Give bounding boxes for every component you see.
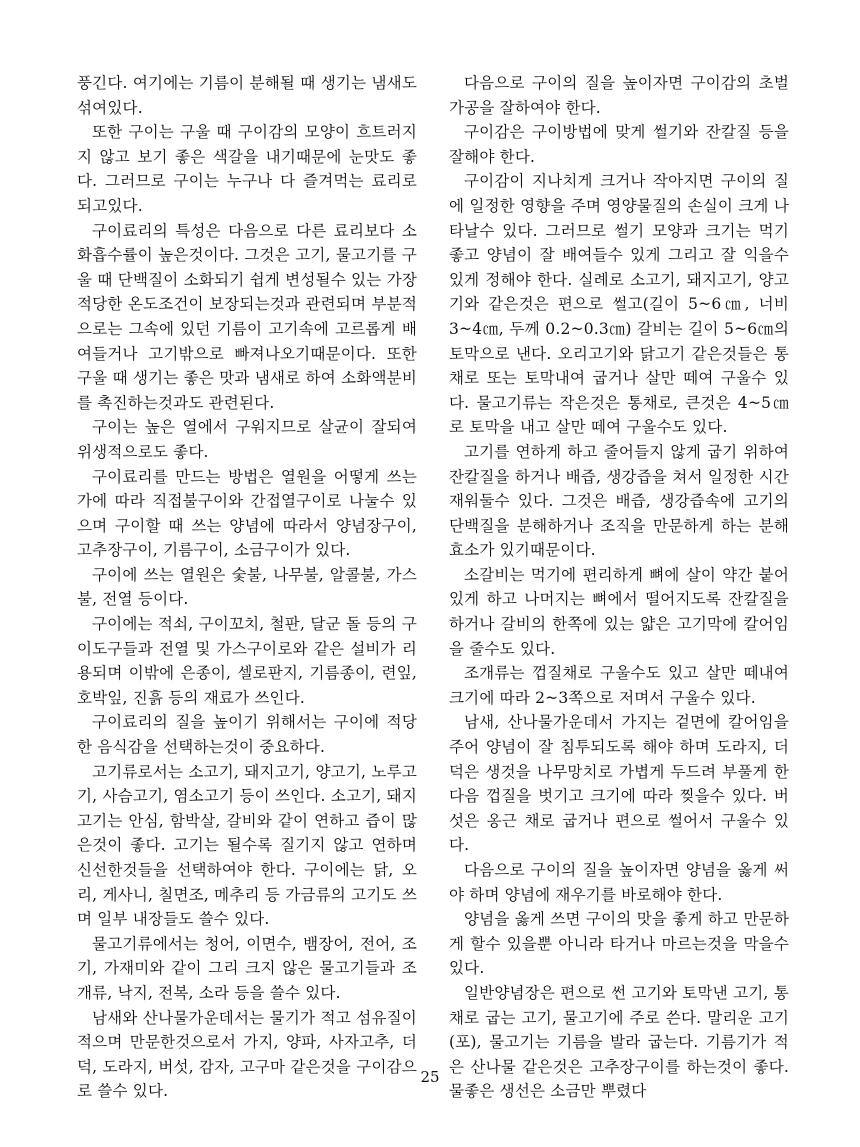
paragraph: 고기류로서는 소고기, 돼지고기, 양고기, 노루고기, 사슴고기, 염소고기 등이 쓰인다. 소고기, 돼지고기는 안심, 함박살, 갈비와 같이 연하고 즙이 많은것이 좋다. 고기는 될수록 질기지 않고 연하며 신선한것들을 선택하여야 한다. 구이에는 닭, 오리, 게사니, 칠면조, 메추리 등 가금류의 고기도 쓰며 일부 내장들도 쓸수 있다. (77, 762, 417, 929)
paragraph: 다음으로 구이의 질을 높이자면 양념을 옳게 써야 하며 양념에 재우기를 바로해야 한다. (449, 861, 789, 904)
paragraph: 구이에 쓰는 열원은 숯불, 나무불, 알콜불, 가스불, 전열 등이다. (77, 565, 417, 609)
paragraph: 고기를 연하게 하고 줄어들지 않게 굽기 위하여 잔칼질을 하거나 배즙, 생강즙을 쳐서 일정한 시간 재워둘수 있다. 그것은 배즙, 생강즙속에 고기의 단백질을 분해하거나 조직을 만문하게 하는 분해효소가 있기때문이다. (449, 442, 789, 560)
paragraph: 구이감이 지나치게 크거나 작아지면 구이의 질에 일정한 영향을 주며 영양물질의 손실이 크게 나타날수 있다. 그러므로 썰기 모양과 크기는 먹기 좋고 양념이 잘 배여들수 있게 그리고 잘 익을수 있게 정해야 한다. 실례로 소고기, 돼지고기, 양고기와 같은것은 편으로 썰고(길이 5~6㎝, 너비 3~4㎝, 두께 0.2~0.3㎝) 갈비는 길이 5~6㎝의 토막으로 낸다. 오리고기와 닭고기 같은것들은 통채로 또는 토막내여 굽거나 살만 떼여 구울수 있다. 물고기류는 작은것은 통채로, 큰것은 4~5㎝로 토막을 내고 살만 떼여 구울수도 있다. (449, 172, 789, 437)
left-column (77, 71, 417, 1104)
paragraph: 일반양념장은 편으로 썬 고기와 토막낸 고기, 통채로 굽는 고기, 물고기에 주로 쓴다. 말리운 고기(포), 물고기는 기름을 발라 굽는다. 기름기가 적은 산나물 같은것은 고추장구이를 하는것이 좋다. 물좋은 생선은 소금만 뿌렸다 (449, 983, 789, 1101)
paragraph: 물고기류에서는 청어, 이면수, 뱀장어, 전어, 조기, 가재미와 같이 그리 크지 않은 물고기들과 조개류, 낙지, 전복, 소라 등을 쓸수 있다. (77, 934, 417, 1002)
paragraph: 구이는 높은 열에서 구워지므로 살균이 잘되여 위생적으로도 좋다. (77, 418, 417, 461)
paragraph: 구이에는 적쇠, 구이꼬치, 철판, 달군 돌 등의 구이도구들과 전열 및 가스구이로와 같은 설비가 리용되며 이밖에 은종이, 셀로판지, 기름종이, 련잎, 호박잎, 진흙 등의 재료가 쓰인다. (77, 615, 417, 707)
page-number: 25 (420, 1068, 440, 1086)
paragraph: 구이료리를 만드는 방법은 열원을 어떻게 쓰는가에 따라 직접불구이와 간접열구이로 나눌수 있으며 구이할 때 쓰는 양념에 따라서 양념장구이, 고추장구이, 기름구이, 소금구이가 있다. (77, 467, 417, 560)
paragraph: 조개류는 껍질채로 구울수도 있고 살만 떼내여 크기에 따라 2~3쪽으로 저며서 구울수 있다. (449, 664, 789, 707)
right-column (449, 71, 789, 1104)
paragraph: 다음으로 구이의 질을 높이자면 구이감의 초벌가공을 잘하여야 한다. (449, 74, 789, 117)
paragraph: 구이료리의 질을 높이기 위해서는 구이에 적당한 음식감을 선택하는것이 중요하다. (77, 713, 417, 757)
paragraph: 양념을 옳게 쓰면 구이의 맛을 좋게 하고 만문하게 할수 있을뿐 아니라 타거나 마르는것을 막을수 있다. (449, 910, 789, 978)
paragraph: 또한 구이는 구울 때 구이감의 모양이 흐트러지지 않고 보기 좋은 색갈을 내기때문에 눈맛도 좋다. 그러므로 구이는 누구나 다 즐겨먹는 료리로 되고있다. (77, 123, 417, 215)
paragraph: 풍긴다. 여기에는 기름이 분해될 때 생기는 냄새도 섞여있다. (77, 74, 417, 117)
paragraph: 남새, 산나물가운데서 가지는 겉면에 칼어임을 주어 양념이 잘 침투되도록 해야 하며 도라지, 더덕은 생것을 나무망치로 가볍게 두드려 부풀게 한 다음 껍질을 벗기고 크기에 따라 찢을수 있다. 버섯은 옹근 채로 굽거나 편으로 썰어서 구울수 있다. (449, 713, 789, 855)
paragraph: 구이료리의 특성은 다음으로 다른 료리보다 소화흡수률이 높은것이다. 그것은 고기, 물고기를 구울 때 단백질이 소화되기 쉽게 변성될수 있는 가장 적당한 온도조건이 보장되는것과 관련되며 부분적으로는 그속에 있던 기름이 고기속에 고르롭게 배여들거나 고기밖으로 빠져나오기때문이다. 또한 구울 때 생기는 좋은 맛과 냄새로 하여 소화액분비를 촉진하는것과도 관련된다. (77, 221, 417, 412)
paragraph: 구이감은 구이방법에 맞게 썰기와 잔칼질 등을 잘해야 한다. (449, 123, 789, 166)
paragraph: 남새와 산나물가운데서는 물기가 적고 섬유질이 적으며 만문한것으로서 가지, 양파, 사자고추, 더덕, 도라지, 버섯, 감자, 고구마 같은것을 구이감으로 쓸수 있다. (77, 1008, 417, 1101)
paragraph: 소갈비는 먹기에 편리하게 뼈에 살이 약간 붙어있게 하고 나머지는 뼈에서 떨어지도록 잔칼질을 하거나 갈비의 한쪽에 있는 얇은 고기막에 칼어임을 줄수도 있다. (449, 565, 789, 658)
